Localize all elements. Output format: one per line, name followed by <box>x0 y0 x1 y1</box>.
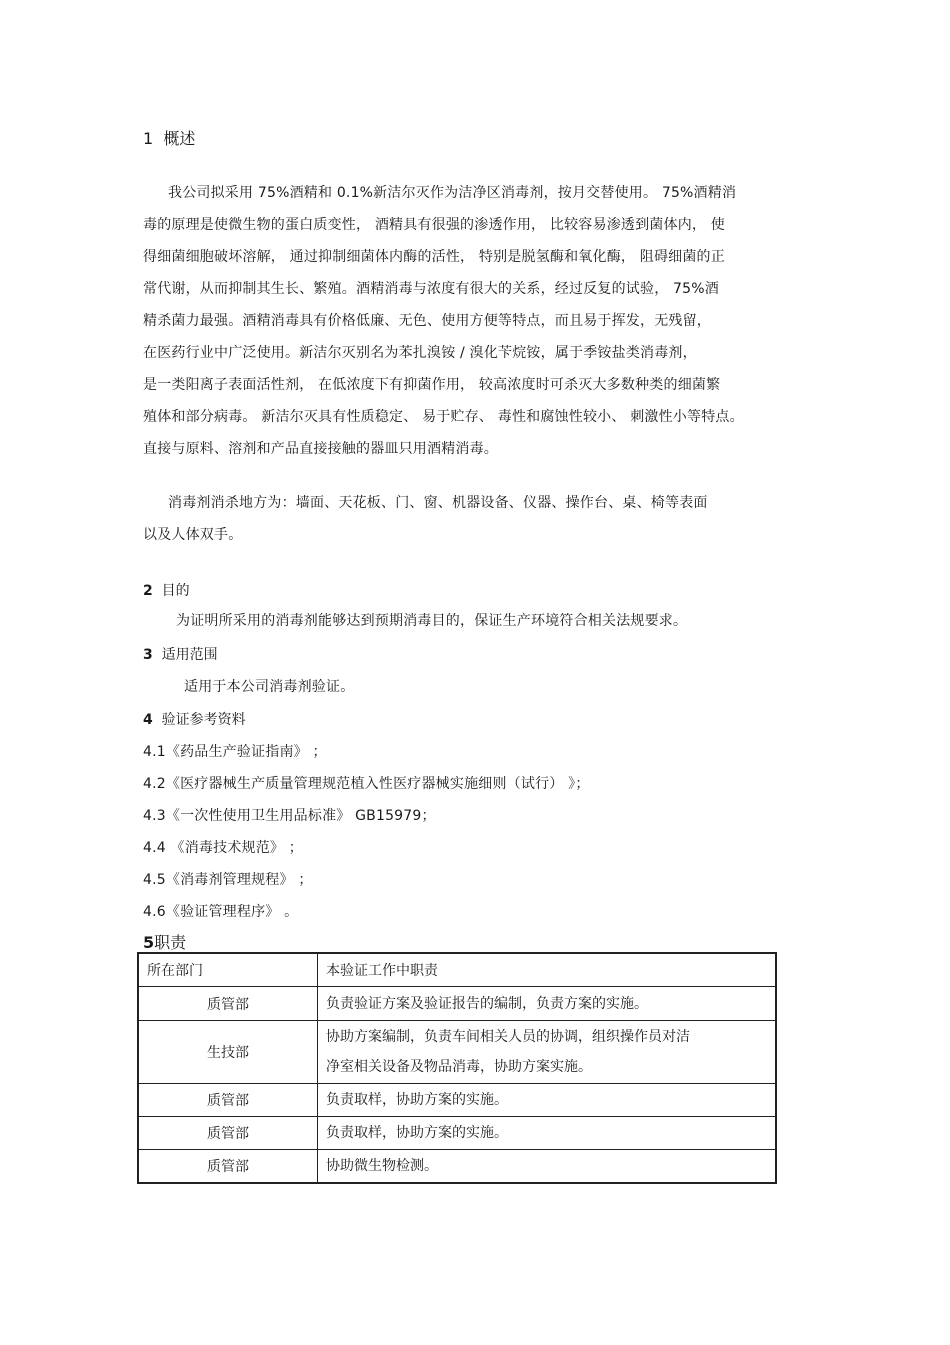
duty-line: 负责验证方案及验证报告的编制，负责方案的实施。 <box>326 995 648 1012</box>
section-title: 目的 <box>161 583 190 599</box>
section-2-text: 为证明所采用的消毒剂能够达到预期消毒目的，保证生产环境符合相关法规要求。 <box>176 613 688 629</box>
header-dept: 所在部门 <box>138 953 318 987</box>
section-title: 职责 <box>154 933 187 952</box>
dept-cell: 质管部 <box>138 987 318 1021</box>
duty-cell <box>318 1150 777 1184</box>
table-row <box>138 1021 776 1084</box>
duty-cell <box>318 1084 777 1117</box>
section-3-text: 适用于本公司消毒剂验证。 <box>184 679 355 695</box>
table-row <box>138 1084 776 1117</box>
paragraph-line: 得细菌细胞破坏溶解， 通过抑制细菌体内酶的活性， 特别是脱氢酶和氧化酶， 阻碍细菌的正 <box>143 249 725 265</box>
reference-item: 4.4 《消毒技术规范》 ； <box>143 840 303 856</box>
duty-line: 协助微生物检测。 <box>326 1158 438 1174</box>
reference-item: 4.1《药品生产验证指南》 ； <box>143 744 327 760</box>
section-title: 概述 <box>163 129 196 148</box>
section-title: 适用范围 <box>161 647 218 663</box>
section-number: 3 <box>143 647 153 663</box>
duty-cell <box>318 1117 777 1150</box>
reference-item: 4.6《验证管理程序》 。 <box>143 904 299 920</box>
paragraph-line: 常代谢，从而抑制其生长、繁殖。酒精消毒与浓度有很大的关系，经过反复的试验， 75%酒 <box>143 281 719 297</box>
table-row <box>138 1117 776 1150</box>
section-number: 5 <box>143 933 155 952</box>
duty-cell <box>318 1021 777 1084</box>
responsibility-table <box>137 952 777 1184</box>
section-4-heading <box>143 709 246 729</box>
duty-cell <box>318 987 777 1021</box>
paragraph-line: 以及人体双手。 <box>143 527 243 543</box>
section-title: 验证参考资料 <box>161 712 246 728</box>
section-2-heading <box>143 580 190 600</box>
section-5-heading <box>143 930 186 953</box>
header-duty: 本验证工作中职责 <box>318 953 777 987</box>
paragraph-line: 是一类阳离子表面活性剂， 在低浓度下有抑菌作用， 较高浓度时可杀灭大多数种类的细菌繁 <box>143 377 721 393</box>
paragraph-line: 消毒剂消杀地方为：墙面、天花板、门、窗、机器设备、仪器、操作台、桌、椅等表面 <box>168 495 708 511</box>
section-number: 4 <box>143 712 153 728</box>
dept-cell: 质管部 <box>138 1084 318 1117</box>
duty-line: 负责取样，协助方案的实施。 <box>326 1092 508 1108</box>
reference-item: 4.2《医疗器械生产质量管理规范植入性医疗器械实施细则（试行） 》； <box>143 776 590 792</box>
table-row <box>138 987 776 1021</box>
paragraph-line: 殖体和部分病毒。 新洁尔灭具有性质稳定、 易于贮存、 毒性和腐蚀性较小、 刺激性小等特点。 <box>143 409 744 425</box>
dept-cell: 质管部 <box>138 1117 318 1150</box>
section-number: 2 <box>143 583 153 599</box>
dept-cell: 质管部 <box>138 1150 318 1184</box>
paragraph-line: 精杀菌力最强。酒精消毒具有价格低廉、无色、使用方便等特点，而且易于挥发，无残留， <box>143 313 711 329</box>
table-header-row <box>138 953 776 987</box>
paragraph-line: 直接与原料、溶剂和产品直接接触的器皿只用酒精消毒。 <box>143 441 498 457</box>
reference-item: 4.3《一次性使用卫生用品标准》 GB15979； <box>143 808 436 824</box>
duty-line: 协助方案编制，负责车间相关人员的协调，组织操作员对洁 <box>326 1029 690 1045</box>
section-1-heading <box>143 126 195 149</box>
paragraph-line: 毒的原理是使微生物的蛋白质变性， 酒精具有很强的渗透作用， 比较容易渗透到菌体内， 使 <box>143 217 725 233</box>
table-row <box>138 1150 776 1184</box>
duty-line: 负责取样，协助方案的实施。 <box>326 1125 508 1141</box>
duty-line: 净室相关设备及物品消毒，协助方案实施。 <box>326 1059 592 1075</box>
reference-item: 4.5《消毒剂管理规程》 ； <box>143 872 313 888</box>
section-3-heading <box>143 644 218 664</box>
paragraph-line: 我公司拟采用 75%酒精和 0.1%新洁尔灭作为洁净区消毒剂，按月交替使用。 75%酒精消 <box>168 185 737 201</box>
paragraph-line: 在医药行业中广泛使用。新洁尔灭别名为苯扎溴铵 / 溴化苄烷铵，属于季铵盐类消毒剂， <box>143 345 697 361</box>
section-number: 1 <box>143 129 154 148</box>
dept-cell: 生技部 <box>138 1021 318 1084</box>
